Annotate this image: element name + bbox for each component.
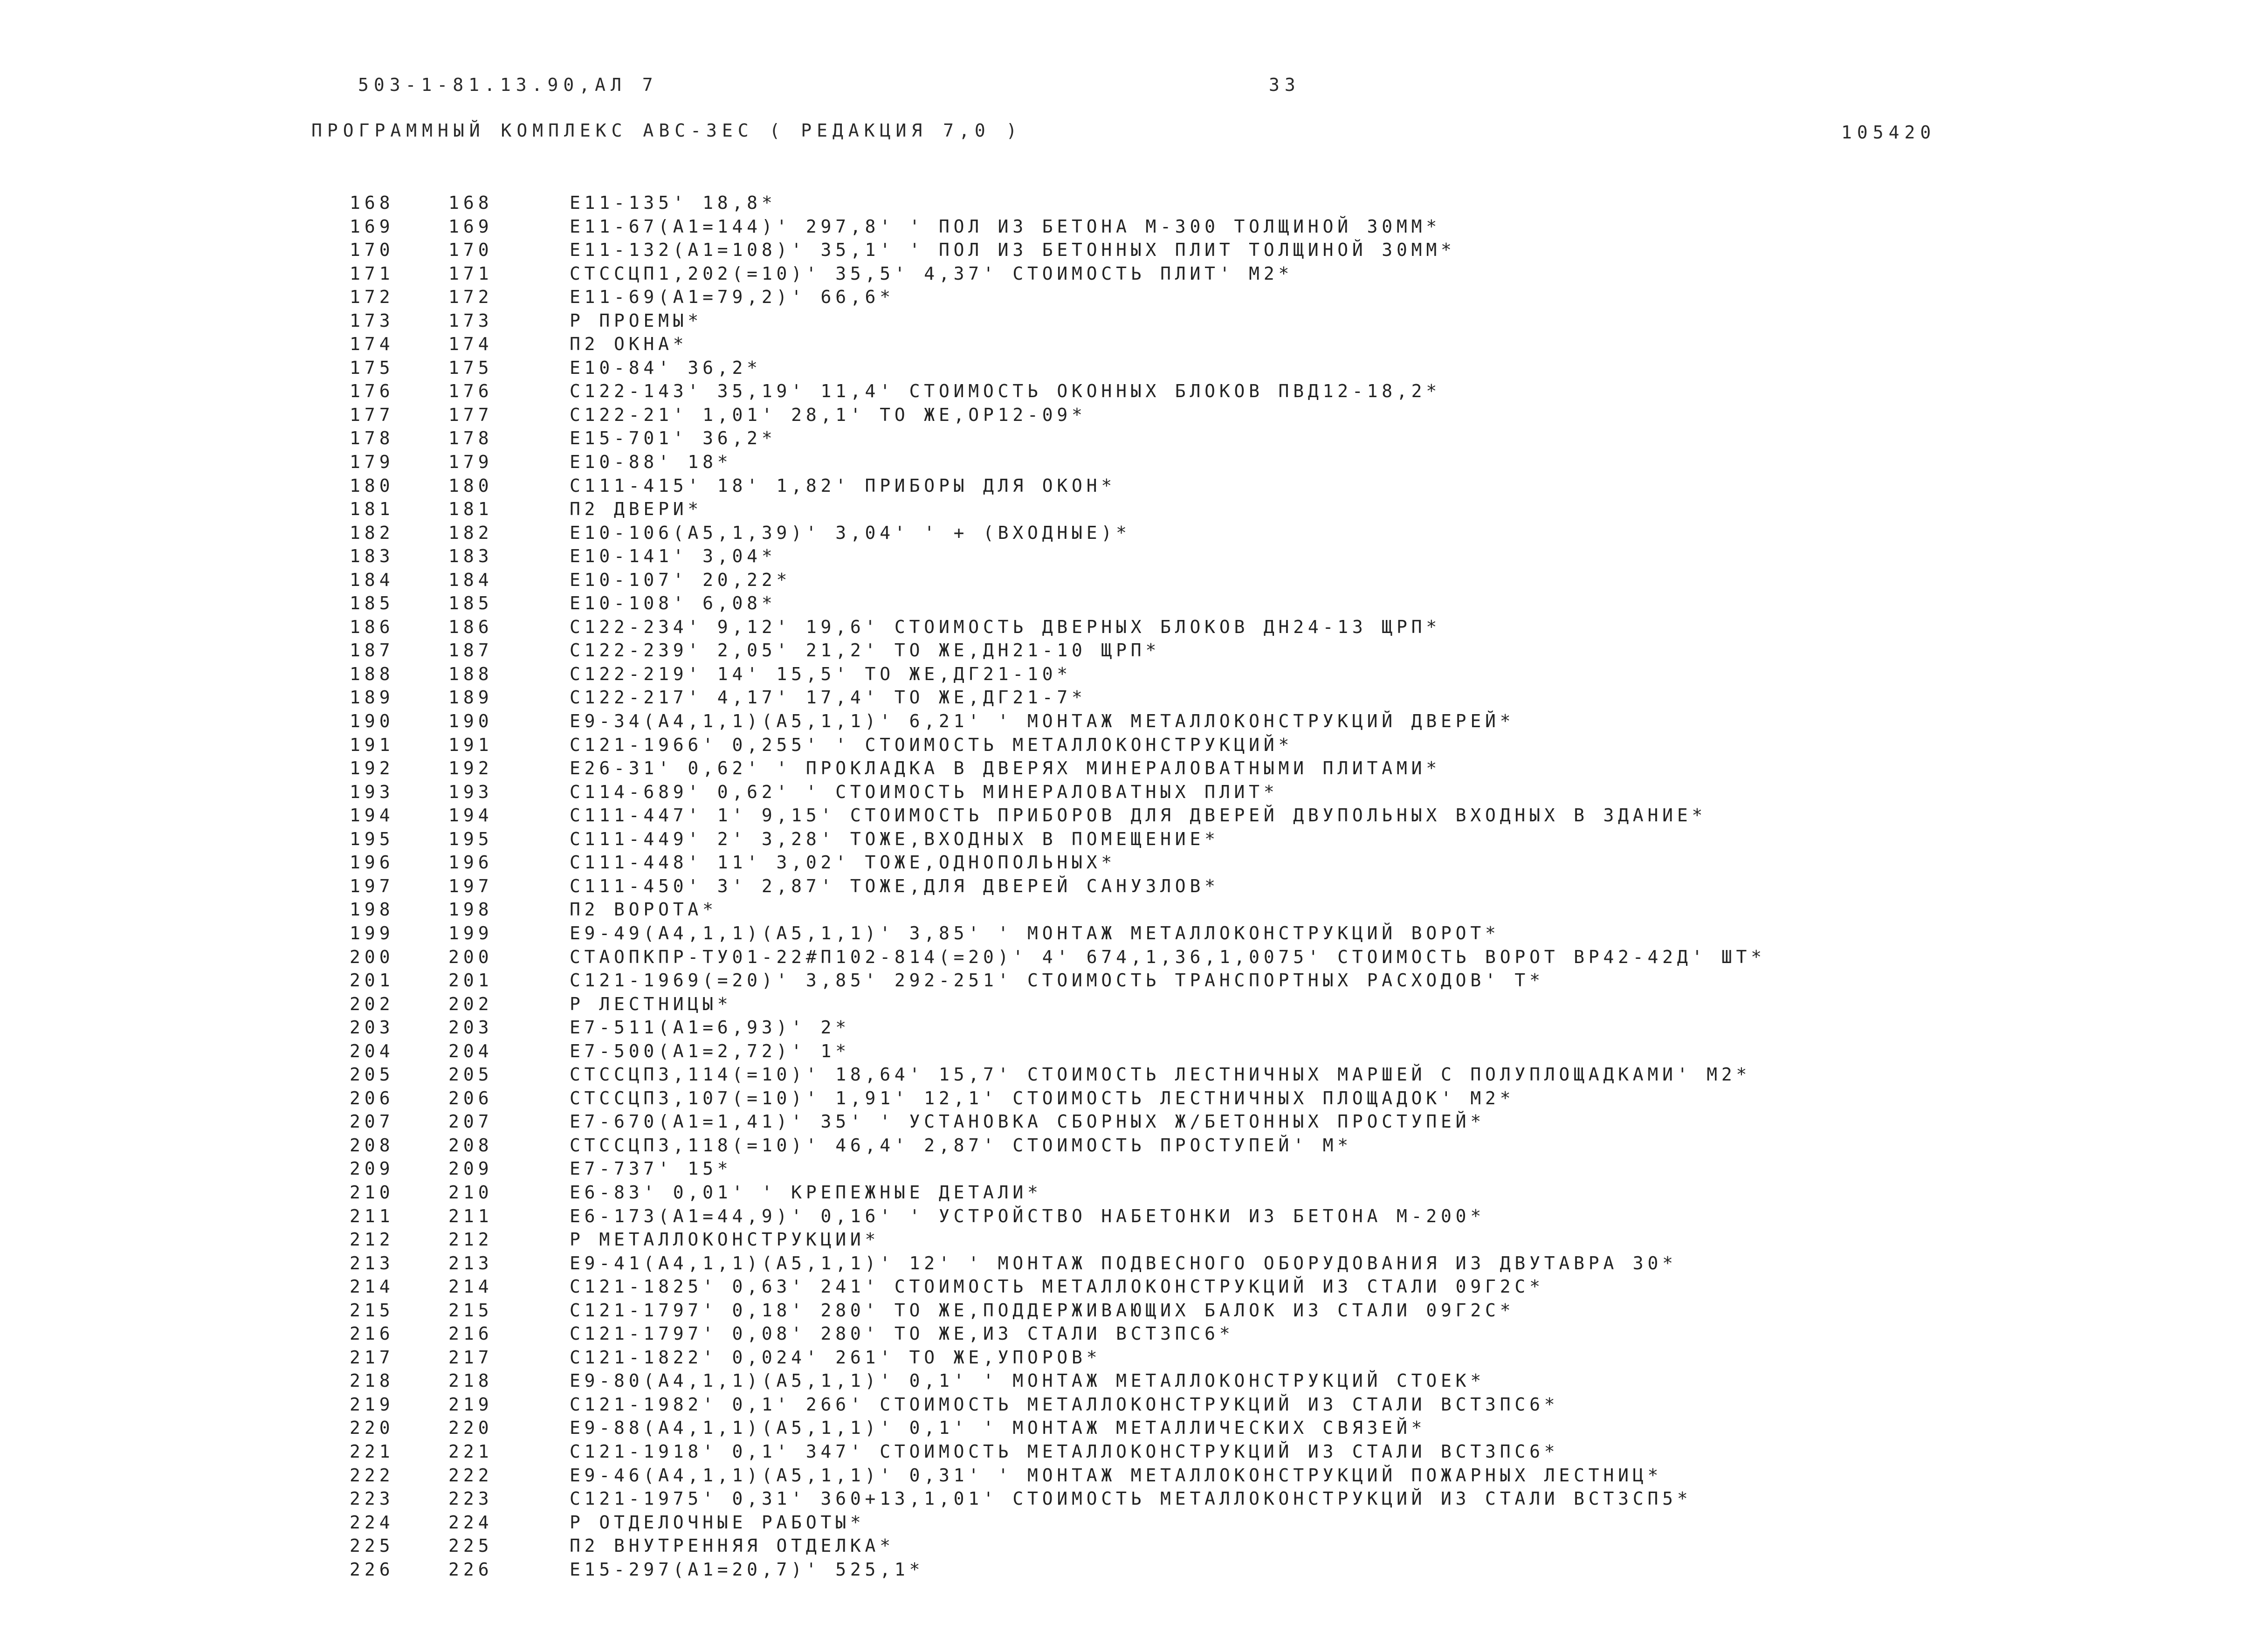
line-number: 213	[350, 1253, 394, 1273]
listing-line	[0, 639, 2257, 662]
line-number-2: 194	[448, 805, 493, 826]
listing-line	[0, 309, 2257, 333]
listing-line	[0, 215, 2257, 239]
line-number: 177	[350, 404, 394, 425]
line-text: С122-21' 1,01' 28,1' ТО ЖЕ,ОР12-09*	[570, 404, 1087, 425]
line-text: Е7-737' 15*	[570, 1158, 732, 1179]
line-text: С114-689' 0,62' ' СТОИМОСТЬ МИНЕРАЛОВАТНЫХ ПЛИТ*	[570, 781, 1279, 802]
line-number-2: 217	[448, 1347, 493, 1368]
line-number-2: 199	[448, 922, 493, 943]
listing-line	[0, 474, 2257, 498]
line-number-2: 216	[448, 1323, 493, 1344]
listing-line	[0, 757, 2257, 780]
line-text: Е15-701' 36,2*	[570, 428, 777, 449]
document-code: 503-1-81.13.90,АЛ 7	[358, 75, 658, 95]
line-number: 188	[350, 663, 394, 684]
line-number: 221	[350, 1441, 394, 1462]
line-text: П2 ВОРОТА*	[570, 899, 717, 920]
line-text: С121-1822' 0,024' 261' ТО ЖЕ,УПОРОВ*	[570, 1347, 1101, 1368]
listing-line	[0, 780, 2257, 804]
listing-line	[0, 615, 2257, 639]
line-text: СТАОПКПР-ТУ01-22#П102-814(=20)' 4' 674,1,36,1,0075' СТОИМОСТЬ ВОРОТ ВР42-42Д' ШТ*	[570, 946, 1766, 967]
listing-line	[0, 427, 2257, 450]
line-text: Е9-46(А4,1,1)(А5,1,1)' 0,31' ' МОНТАЖ МЕТАЛЛОКОНСТРУКЦИЙ ПОЖАРНЫХ ЛЕСТНИЦ*	[570, 1465, 1663, 1486]
line-text: С111-449' 2' 3,28' ТОЖЕ,ВХОДНЫХ В ПОМЕЩЕНИЕ*	[570, 828, 1219, 849]
line-number-2: 210	[448, 1182, 493, 1203]
line-number: 226	[350, 1559, 394, 1580]
line-number: 192	[350, 758, 394, 779]
line-number: 223	[350, 1488, 394, 1509]
listing-line	[0, 1063, 2257, 1087]
line-text: П2 ОКНА*	[570, 334, 688, 355]
line-number: 214	[350, 1276, 394, 1297]
line-text: С121-1797' 0,08' 280' ТО ЖЕ,ИЗ СТАЛИ ВСТ3ПС6*	[570, 1323, 1234, 1344]
line-number-2: 201	[448, 970, 493, 991]
line-number-2: 174	[448, 334, 493, 355]
listing-line	[0, 497, 2257, 521]
line-number: 204	[350, 1040, 394, 1061]
listing-line	[0, 1134, 2257, 1157]
line-number: 202	[350, 993, 394, 1014]
listing-line	[0, 356, 2257, 380]
listing-line	[0, 332, 2257, 356]
listing-line	[0, 662, 2257, 686]
line-number-2: 214	[448, 1276, 493, 1297]
line-text: С121-1797' 0,18' 280' ТО ЖЕ,ПОДДЕРЖИВАЮЩИХ БАЛОК ИЗ СТАЛИ 09Г2С*	[570, 1300, 1515, 1321]
line-number-2: 215	[448, 1300, 493, 1321]
line-text: Е9-49(А4,1,1)(А5,1,1)' 3,85' ' МОНТАЖ МЕТАЛЛОКОНСТРУКЦИЙ ВОРОТ*	[570, 922, 1500, 943]
line-text: Е10-107' 20,22*	[570, 569, 791, 590]
line-number: 219	[350, 1394, 394, 1415]
line-number-2: 196	[448, 852, 493, 873]
line-text: С122-219' 14' 15,5' ТО ЖЕ,ДГ21-10*	[570, 663, 1072, 684]
listing-line	[0, 403, 2257, 427]
line-number-2: 172	[448, 287, 493, 308]
listing-line	[0, 1369, 2257, 1393]
line-number: 197	[350, 875, 394, 896]
line-text: С111-448' 11' 3,02' ТОЖЕ,ОДНОПОЛЬНЫХ*	[570, 852, 1116, 873]
line-text: Е9-80(А4,1,1)(А5,1,1)' 0,1' ' МОНТАЖ МЕТАЛЛОКОНСТРУКЦИЙ СТОЕК*	[570, 1370, 1486, 1391]
line-number: 207	[350, 1111, 394, 1132]
line-number: 178	[350, 428, 394, 449]
line-number: 174	[350, 334, 394, 355]
line-text: Р ПРОЕМЫ*	[570, 310, 703, 331]
line-number-2: 218	[448, 1370, 493, 1391]
line-number: 172	[350, 287, 394, 308]
line-number-2: 208	[448, 1135, 493, 1156]
listing	[0, 191, 2257, 1581]
line-number-2: 192	[448, 758, 493, 779]
line-number: 187	[350, 640, 394, 661]
listing-line	[0, 1558, 2257, 1582]
line-text: Е15-297(А1=20,7)' 525,1*	[570, 1559, 924, 1580]
listing-line	[0, 1393, 2257, 1417]
line-number-2: 193	[448, 781, 493, 802]
listing-line	[0, 1416, 2257, 1440]
line-number-2: 183	[448, 546, 493, 567]
line-text: С111-447' 1' 9,15' СТОИМОСТЬ ПРИБОРОВ ДЛЯ ДВЕРЕЙ ДВУПОЛЬНЫХ ВХОДНЫХ В ЗДАНИЕ*	[570, 805, 1707, 826]
line-number-2: 186	[448, 616, 493, 637]
listing-line	[0, 379, 2257, 403]
line-text: Е9-34(А4,1,1)(А5,1,1)' 6,21' ' МОНТАЖ МЕТАЛЛОКОНСТРУКЦИЙ ДВЕРЕЙ*	[570, 711, 1515, 732]
line-number-2: 206	[448, 1088, 493, 1108]
line-number: 171	[350, 263, 394, 284]
listing-line	[0, 1534, 2257, 1558]
listing-line	[0, 1110, 2257, 1134]
listing-line	[0, 1299, 2257, 1322]
line-text: С111-450' 3' 2,87' ТОЖЕ,ДЛЯ ДВЕРЕЙ САНУЗЛОВ*	[570, 875, 1219, 896]
listing-line	[0, 1039, 2257, 1063]
line-number: 210	[350, 1182, 394, 1203]
line-number: 212	[350, 1229, 394, 1250]
listing-line	[0, 827, 2257, 851]
line-number: 183	[350, 546, 394, 567]
line-text: Е6-83' 0,01' ' КРЕПЕЖНЫЕ ДЕТАЛИ*	[570, 1182, 1042, 1203]
listing-line	[0, 1181, 2257, 1205]
listing-line	[0, 1440, 2257, 1464]
line-text: СТССЦП3,118(=10)' 46,4' 2,87' СТОИМОСТЬ ПРОСТУПЕЙ' М*	[570, 1135, 1352, 1156]
listing-line	[0, 1205, 2257, 1228]
line-text: Е11-69(А1=79,2)' 66,6*	[570, 287, 895, 308]
line-text: Е10-84' 36,2*	[570, 357, 762, 378]
listing-line	[0, 450, 2257, 474]
listing-line	[0, 262, 2257, 286]
line-number-2: 226	[448, 1559, 493, 1580]
line-number: 189	[350, 687, 394, 708]
line-number-2: 213	[448, 1253, 493, 1273]
line-number-2: 219	[448, 1394, 493, 1415]
listing-line	[0, 592, 2257, 615]
listing-line	[0, 1252, 2257, 1275]
listing-line	[0, 238, 2257, 262]
line-text: Е7-500(А1=2,72)' 1*	[570, 1040, 850, 1061]
line-number-2: 178	[448, 428, 493, 449]
line-number-2: 200	[448, 946, 493, 967]
listing-line	[0, 1464, 2257, 1487]
line-number: 216	[350, 1323, 394, 1344]
line-number: 194	[350, 805, 394, 826]
listing-line	[0, 922, 2257, 945]
line-number: 185	[350, 593, 394, 614]
line-number-2: 220	[448, 1418, 493, 1439]
listing-line	[0, 992, 2257, 1016]
line-number: 168	[350, 193, 394, 213]
line-number-2: 198	[448, 899, 493, 920]
line-number: 218	[350, 1370, 394, 1391]
line-number: 180	[350, 475, 394, 496]
line-number-2: 203	[448, 1017, 493, 1038]
line-number-2: 224	[448, 1512, 493, 1533]
line-number-2: 170	[448, 240, 493, 261]
line-number: 208	[350, 1135, 394, 1156]
listing-line	[0, 1346, 2257, 1370]
line-number: 169	[350, 216, 394, 237]
line-number: 199	[350, 922, 394, 943]
line-number-2: 195	[448, 828, 493, 849]
page-number: 33	[1269, 75, 1301, 95]
line-number: 206	[350, 1088, 394, 1108]
listing-line	[0, 969, 2257, 992]
line-number: 182	[350, 522, 394, 543]
line-text: С121-1918' 0,1' 347' СТОИМОСТЬ МЕТАЛЛОКОНСТРУКЦИЙ ИЗ СТАЛИ ВСТ3ПС6*	[570, 1441, 1559, 1462]
line-number: 224	[350, 1512, 394, 1533]
line-number-2: 182	[448, 522, 493, 543]
line-number-2: 197	[448, 875, 493, 896]
line-text: Е7-670(А1=1,41)' 35' ' УСТАНОВКА СБОРНЫХ Ж/БЕТОННЫХ ПРОСТУПЕЙ*	[570, 1111, 1486, 1132]
line-text: Е11-67(А1=144)' 297,8' ' ПОЛ ИЗ БЕТОНА М-300 ТОЛЩИНОЙ 30ММ*	[570, 216, 1441, 237]
line-text: Е6-173(А1=44,9)' 0,16' ' УСТРОЙСТВО НАБЕТОНКИ ИЗ БЕТОНА М-200*	[570, 1205, 1486, 1226]
line-number-2: 189	[448, 687, 493, 708]
line-number-2: 187	[448, 640, 493, 661]
line-number-2: 209	[448, 1158, 493, 1179]
program-title: ПРОГРАММНЫЙ КОМПЛЕКС АВС-3ЕС ( РЕДАКЦИЯ 7,0 )	[311, 120, 1022, 141]
line-number-2: 204	[448, 1040, 493, 1061]
line-number-2: 207	[448, 1111, 493, 1132]
line-number-2: 184	[448, 569, 493, 590]
line-text: Е7-511(А1=6,93)' 2*	[570, 1017, 850, 1038]
line-number-2: 171	[448, 263, 493, 284]
line-number-2: 169	[448, 216, 493, 237]
line-text: С121-1825' 0,63' 241' СТОИМОСТЬ МЕТАЛЛОКОНСТРУКЦИЙ ИЗ СТАЛИ 09Г2С*	[570, 1276, 1544, 1297]
line-text: Е10-106(А5,1,39)' 3,04' ' + (ВХОДНЫЕ)*	[570, 522, 1131, 543]
listing-line	[0, 1275, 2257, 1299]
line-number: 198	[350, 899, 394, 920]
listing-line	[0, 544, 2257, 568]
line-number-2: 185	[448, 593, 493, 614]
line-text: С121-1975' 0,31' 360+13,1,01' СТОИМОСТЬ МЕТАЛЛОКОНСТРУКЦИЙ ИЗ СТАЛИ ВСТ3СП5*	[570, 1488, 1692, 1509]
line-text: С122-217' 4,17' 17,4' ТО ЖЕ,ДГ21-7*	[570, 687, 1087, 708]
line-number-2: 212	[448, 1229, 493, 1250]
line-text: С111-415' 18' 1,82' ПРИБОРЫ ДЛЯ ОКОН*	[570, 475, 1116, 496]
line-number: 176	[350, 381, 394, 402]
line-text: С121-1982' 0,1' 266' СТОИМОСТЬ МЕТАЛЛОКОНСТРУКЦИЙ ИЗ СТАЛИ ВСТ3ПС6*	[570, 1394, 1559, 1415]
listing-line	[0, 709, 2257, 733]
line-number: 186	[350, 616, 394, 637]
listing-line	[0, 1157, 2257, 1181]
line-number-2: 221	[448, 1441, 493, 1462]
line-number-2: 173	[448, 310, 493, 331]
line-number-2: 168	[448, 193, 493, 213]
line-number-2: 222	[448, 1465, 493, 1486]
listing-line	[0, 1487, 2257, 1511]
line-text: С121-1969(=20)' 3,85' 292-251' СТОИМОСТЬ ТРАНСПОРТНЫХ РАСХОДОВ' Т*	[570, 970, 1544, 991]
line-text: Р МЕТАЛЛОКОНСТРУКЦИИ*	[570, 1229, 880, 1250]
line-number: 211	[350, 1205, 394, 1226]
line-number: 193	[350, 781, 394, 802]
line-number-2: 223	[448, 1488, 493, 1509]
line-number: 201	[350, 970, 394, 991]
line-number: 170	[350, 240, 394, 261]
line-number: 209	[350, 1158, 394, 1179]
line-text: С122-239' 2,05' 21,2' ТО ЖЕ,ДН21-10 ЩРП*	[570, 640, 1161, 661]
line-number: 203	[350, 1017, 394, 1038]
line-number-2: 190	[448, 711, 493, 732]
line-text: СТССЦП3,114(=10)' 18,64' 15,7' СТОИМОСТЬ ЛЕСТНИЧНЫХ МАРШЕЙ С ПОЛУПЛОЩАДКАМИ' М2*	[570, 1064, 1751, 1085]
line-number-2: 211	[448, 1205, 493, 1226]
listing-line	[0, 568, 2257, 592]
line-number-2: 202	[448, 993, 493, 1014]
line-number-2: 225	[448, 1535, 493, 1556]
line-text: Е10-141' 3,04*	[570, 546, 777, 567]
listing-line	[0, 191, 2257, 215]
line-text: П2 ВНУТРЕННЯЯ ОТДЕЛКА*	[570, 1535, 895, 1556]
line-text: С122-143' 35,19' 11,4' СТОИМОСТЬ ОКОННЫХ БЛОКОВ ПВД12-18,2*	[570, 381, 1441, 402]
line-number-2: 175	[448, 357, 493, 378]
listing-line	[0, 1228, 2257, 1252]
line-number-2: 205	[448, 1064, 493, 1085]
line-text: П2 ДВЕРИ*	[570, 499, 703, 520]
line-text: Е9-41(А4,1,1)(А5,1,1)' 12' ' МОНТАЖ ПОДВЕСНОГО ОБОРУДОВАНИЯ ИЗ ДВУТАВРА 30*	[570, 1253, 1677, 1273]
line-number: 190	[350, 711, 394, 732]
line-text: СТССЦП3,107(=10)' 1,91' 12,1' СТОИМОСТЬ ЛЕСТНИЧНЫХ ПЛОЩАДОК' М2*	[570, 1088, 1515, 1108]
listing-line	[0, 1016, 2257, 1039]
program-id: 105420	[1841, 122, 1936, 143]
line-number-2: 176	[448, 381, 493, 402]
line-number: 195	[350, 828, 394, 849]
line-number-2: 188	[448, 663, 493, 684]
line-text: Р ОТДЕЛОЧНЫЕ РАБОТЫ*	[570, 1512, 865, 1533]
listing-line	[0, 521, 2257, 545]
line-number: 179	[350, 452, 394, 473]
line-number: 173	[350, 310, 394, 331]
line-text: Р ЛЕСТНИЦЫ*	[570, 993, 732, 1014]
line-number-2: 179	[448, 452, 493, 473]
listing-line	[0, 285, 2257, 309]
listing-line	[0, 1087, 2257, 1110]
line-number: 220	[350, 1418, 394, 1439]
line-number-2: 191	[448, 734, 493, 755]
line-number: 184	[350, 569, 394, 590]
line-number: 200	[350, 946, 394, 967]
line-number: 175	[350, 357, 394, 378]
line-text: Е10-108' 6,08*	[570, 593, 777, 614]
listing-line	[0, 874, 2257, 898]
line-text: Е26-31' 0,62' ' ПРОКЛАДКА В ДВЕРЯХ МИНЕРАЛОВАТНЫМИ ПЛИТАМИ*	[570, 758, 1441, 779]
line-text: СТССЦП1,202(=10)' 35,5' 4,37' СТОИМОСТЬ ПЛИТ' М2*	[570, 263, 1294, 284]
line-number-2: 177	[448, 404, 493, 425]
line-text: Е11-135' 18,8*	[570, 193, 777, 213]
line-text: Е9-88(А4,1,1)(А5,1,1)' 0,1' ' МОНТАЖ МЕТАЛЛИЧЕСКИХ СВЯЗЕЙ*	[570, 1418, 1426, 1439]
line-number: 215	[350, 1300, 394, 1321]
line-number: 191	[350, 734, 394, 755]
line-number: 205	[350, 1064, 394, 1085]
line-number: 222	[350, 1465, 394, 1486]
line-number-2: 181	[448, 499, 493, 520]
line-text: Е10-88' 18*	[570, 452, 732, 473]
listing-line	[0, 1322, 2257, 1346]
line-text: С122-234' 9,12' 19,6' СТОИМОСТЬ ДВЕРНЫХ БЛОКОВ ДН24-13 ЩРП*	[570, 616, 1441, 637]
listing-line	[0, 1511, 2257, 1535]
line-number: 196	[350, 852, 394, 873]
line-number: 225	[350, 1535, 394, 1556]
listing-line	[0, 733, 2257, 757]
listing-line	[0, 686, 2257, 709]
listing-line	[0, 804, 2257, 827]
line-number: 217	[350, 1347, 394, 1368]
line-number-2: 180	[448, 475, 493, 496]
line-text: Е11-132(А1=108)' 35,1' ' ПОЛ ИЗ БЕТОННЫХ ПЛИТ ТОЛЩИНОЙ 30ММ*	[570, 240, 1456, 261]
listing-line	[0, 851, 2257, 874]
listing-line	[0, 898, 2257, 922]
line-text: С121-1966' 0,255' ' СТОИМОСТЬ МЕТАЛЛОКОНСТРУКЦИЙ*	[570, 734, 1294, 755]
listing-line	[0, 945, 2257, 969]
line-number: 181	[350, 499, 394, 520]
